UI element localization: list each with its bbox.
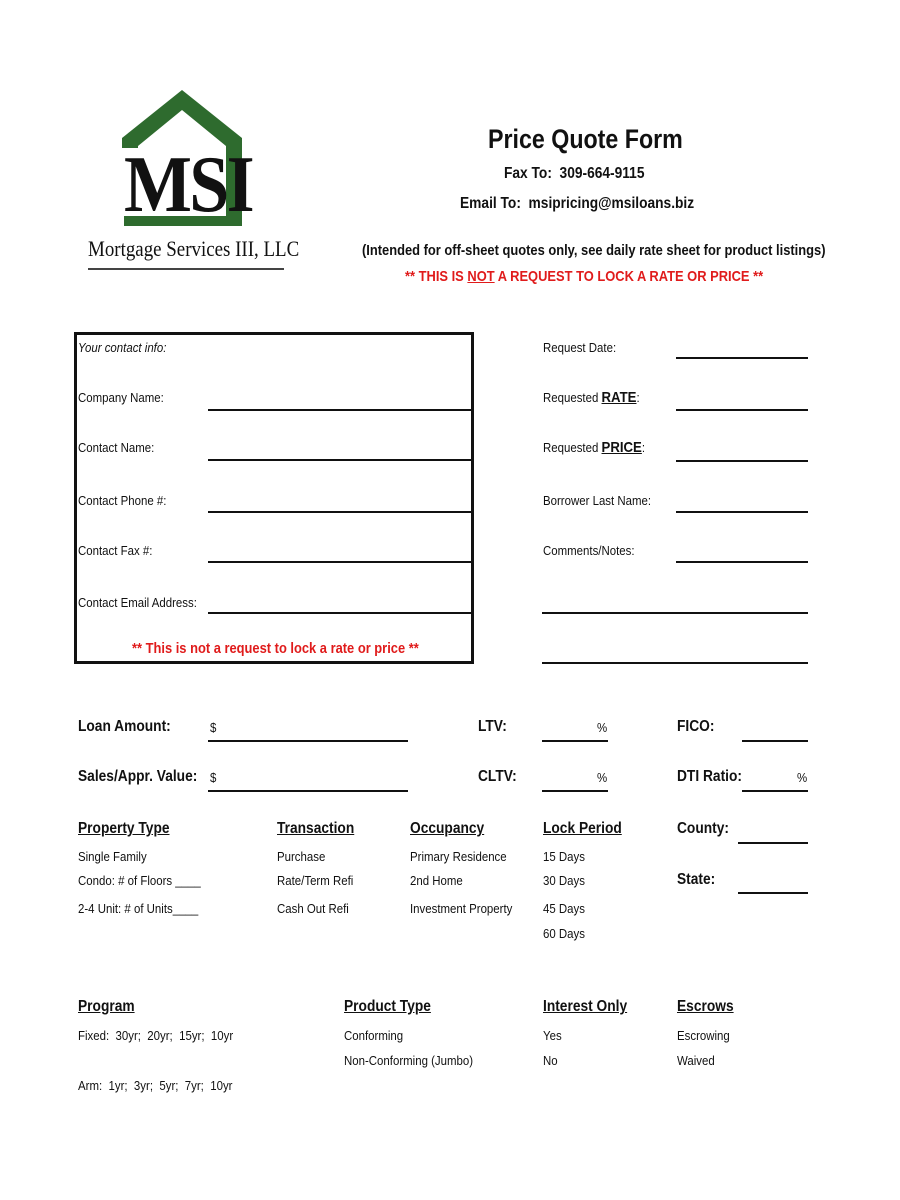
property-type-heading: Property Type [78,820,170,837]
logo-company-name: Mortgage Services III, LLC [88,236,300,261]
sales-value-field[interactable] [208,790,408,792]
occupancy-option[interactable]: Investment Property [410,901,513,916]
state-label: State: [677,871,716,888]
occupancy-heading: Occupancy [410,820,485,837]
escrows-option[interactable]: Escrowing [677,1028,730,1043]
program-heading: Program [78,998,135,1015]
sales-value-symbol: $ [210,770,217,785]
product-type-option[interactable]: Non-Conforming (Jumbo) [344,1053,474,1068]
escrows-heading: Escrows [677,998,734,1015]
occupancy-option[interactable]: Primary Residence [410,849,507,864]
fico-field[interactable] [742,740,808,742]
product-type-option[interactable]: Conforming [344,1028,404,1043]
contact-name-label: Contact Name: [78,440,155,455]
contact-phone-label: Contact Phone #: [78,493,167,508]
borrower-last-name-field[interactable] [676,511,808,513]
requested-rate-field[interactable] [676,409,808,411]
ltv-symbol: % [597,720,608,735]
county-field[interactable] [738,842,808,844]
lock-period-option[interactable]: 30 Days [543,873,585,888]
transaction-option[interactable]: Cash Out Refi [277,901,349,916]
transaction-option[interactable]: Purchase [277,849,326,864]
lock-warning: ** THIS IS NOT A REQUEST TO LOCK A RATE OR PRICE ** [405,268,764,285]
state-field[interactable] [738,892,808,894]
product-type-heading: Product Type [344,998,431,1015]
comments-line-2[interactable] [542,612,808,614]
ltv-field[interactable] [542,740,608,742]
program-fixed-options[interactable]: Fixed: 30yr; 20yr; 15yr; 10yr [78,1028,234,1043]
interest-only-option[interactable]: Yes [543,1028,562,1043]
county-label: County: [677,820,729,837]
company-logo [88,88,300,278]
fax-line [504,165,644,183]
email-address[interactable]: msipricing@msiloans.biz [528,195,695,212]
cltv-label: CLTV: [478,768,517,785]
request-date-label: Request Date: [543,340,617,355]
contact-box-notice: ** This is not a request to lock a rate or price ** [132,640,419,657]
email-label: Email To: [460,195,521,212]
logo-letters: MSI [124,141,252,229]
transaction-heading: Transaction [277,820,355,837]
interest-only-heading: Interest Only [543,998,628,1015]
dti-ratio-label: DTI Ratio: [677,768,742,785]
email-line [460,195,694,213]
loan-amount-symbol: $ [210,720,217,735]
borrower-last-name-label: Borrower Last Name: [543,493,652,508]
company-name-label: Company Name: [78,390,164,405]
lock-period-option[interactable]: 60 Days [543,926,585,941]
contact-phone-field[interactable] [208,511,474,513]
property-type-option[interactable]: 2-4 Unit: # of Units____ [78,901,199,916]
contact-fax-label: Contact Fax #: [78,543,153,558]
sales-value-label: Sales/Appr. Value: [78,768,198,785]
requested-price-field[interactable] [676,460,808,462]
cltv-field[interactable] [542,790,608,792]
loan-amount-field[interactable] [208,740,408,742]
interest-only-option[interactable]: No [543,1053,558,1068]
contact-fax-field[interactable] [208,561,474,563]
comments-field[interactable] [676,561,808,563]
property-type-option[interactable]: Condo: # of Floors ____ [78,873,201,888]
fax-number: 309-664-9115 [559,165,645,182]
occupancy-option[interactable]: 2nd Home [410,873,463,888]
program-arm-options[interactable]: Arm: 1yr; 3yr; 5yr; 7yr; 10yr [78,1078,233,1093]
requested-rate-label: Requested RATE: [543,389,640,406]
transaction-option[interactable]: Rate/Term Refi [277,873,354,888]
loan-amount-label: Loan Amount: [78,718,171,735]
company-name-field[interactable] [208,409,474,411]
intended-note: (Intended for off-sheet quotes only, see daily rate sheet for product listings) [362,242,826,259]
ltv-label: LTV: [478,718,507,735]
fico-label: FICO: [677,718,715,735]
request-date-field[interactable] [676,357,808,359]
property-type-option[interactable]: Single Family [78,849,147,864]
contact-email-label: Contact Email Address: [78,595,197,610]
page-title: Price Quote Form [488,124,683,154]
lock-period-heading: Lock Period [543,820,622,837]
cltv-symbol: % [597,770,608,785]
comments-label: Comments/Notes: [543,543,635,558]
contact-email-field[interactable] [208,612,474,614]
lock-period-option[interactable]: 45 Days [543,901,585,916]
contact-name-field[interactable] [208,459,474,461]
dti-ratio-field[interactable] [742,790,808,792]
comments-line-3[interactable] [542,662,808,664]
lock-period-option[interactable]: 15 Days [543,849,585,864]
requested-price-label: Requested PRICE: [543,439,646,456]
dti-ratio-symbol: % [797,770,808,785]
contact-heading: Your contact info: [78,340,167,355]
escrows-option[interactable]: Waived [677,1053,715,1068]
fax-label: Fax To: [504,165,552,182]
